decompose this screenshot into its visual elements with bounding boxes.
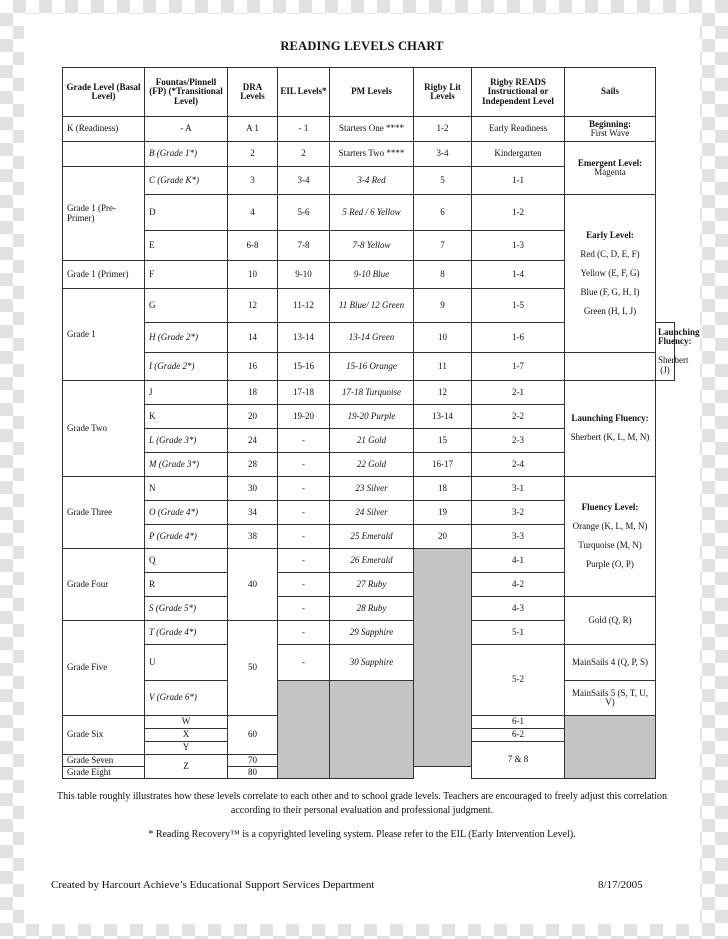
chart-title: READING LEVELS CHART — [280, 39, 444, 53]
rigby-cell: 6 — [414, 195, 472, 231]
sails-mainsails5: MainSails 5 (S, T, U, V) — [572, 687, 648, 707]
rigby-cell: 5 — [414, 167, 472, 195]
eil-cell: - — [278, 453, 330, 477]
reads-cell: 1-1 — [472, 167, 565, 195]
reads-cell: 3-3 — [472, 525, 565, 549]
fp-cell: T (Grade 4*) — [145, 621, 228, 645]
dra-cell: 18 — [228, 381, 278, 405]
header-pm: PM Levels — [330, 68, 414, 117]
pm-cell: Starters One **** — [330, 117, 414, 142]
pm-cell: 30 Sapphire — [330, 645, 414, 681]
pm-cell: 15-16 Orange — [330, 353, 414, 381]
sails-mainsails4: MainSails 4 (Q, P, S) — [571, 656, 648, 667]
reads-cell: 1-4 — [472, 261, 565, 289]
eil-cell: - — [278, 549, 330, 573]
rigby-cell: 1-2 — [414, 117, 472, 142]
grade-cell: Grade Six — [63, 716, 145, 755]
table-row — [63, 645, 675, 681]
grade-cell — [63, 142, 145, 167]
sails-fluency: Fluency Level: — [581, 502, 639, 513]
fp-cell: D — [145, 195, 228, 231]
header-rigby: Rigby Lit Levels — [414, 68, 472, 117]
sails-cell — [565, 597, 656, 645]
reads-cell: Kindergarten — [472, 142, 565, 167]
pm-cell: 22 Gold — [330, 453, 414, 477]
eil-cell: - 1 — [278, 117, 330, 142]
grade-cell: Grade Seven — [63, 755, 145, 767]
rigby-cell: 7 — [414, 231, 472, 261]
eil-cell: - — [278, 477, 330, 501]
header-row — [63, 68, 675, 117]
sails-purple: Purple (O, P) — [586, 559, 634, 570]
rigby-cell: 8 — [414, 261, 472, 289]
reads-cell: 3-2 — [472, 501, 565, 525]
dra-cell: 20 — [228, 405, 278, 429]
pm-cell: 23 Silver — [330, 477, 414, 501]
fp-cell: I (Grade 2*) — [145, 353, 228, 381]
grade-cell: Grade Three — [63, 477, 145, 549]
dra-cell: 50 — [228, 621, 278, 716]
fp-cell: H (Grade 2*) — [145, 323, 228, 353]
eil-cell: - — [278, 645, 330, 681]
header-sails: Sails — [565, 68, 656, 117]
rigby-cell: 13-14 — [414, 405, 472, 429]
reads-cell: 2-4 — [472, 453, 565, 477]
pm-cell: 11 Blue/ 12 Green — [330, 289, 414, 323]
table-row — [63, 381, 675, 405]
reads-cell: 6-1 — [472, 716, 565, 729]
fp-cell: Z — [145, 755, 228, 779]
pm-cell: 13-14 Green — [330, 323, 414, 353]
fp-cell: M (Grade 3*) — [145, 453, 228, 477]
dra-cell: 34 — [228, 501, 278, 525]
fp-cell: X — [145, 729, 228, 742]
sails-early: Early Level: — [586, 230, 634, 241]
sails-cell — [565, 645, 656, 681]
reading-recovery-note: * Reading Recovery™ is a copyrighted leveling system. Please refer to the EIL (Early Intervention Level). — [148, 829, 576, 840]
dra-cell: 24 — [228, 429, 278, 453]
dra-cell: 12 — [228, 289, 278, 323]
pm-cell: 7-8 Yellow — [330, 231, 414, 261]
rigby-cell: 16-17 — [414, 453, 472, 477]
header-reads: Rigby READS Instructional or Independent Level — [472, 68, 565, 117]
rigby-empty-cell — [414, 549, 472, 767]
sails-sherbert: Sherbert (K, L, M, N) — [570, 432, 650, 443]
fp-cell: E — [145, 231, 228, 261]
grade-cell: Grade Five — [63, 621, 145, 716]
dra-cell: 4 — [228, 195, 278, 231]
sails-beginning: Beginning: — [588, 118, 631, 129]
reads-cell: 1-6 — [472, 323, 565, 353]
eil-cell: - — [278, 597, 330, 621]
reads-cell: 4-3 — [472, 597, 565, 621]
fp-cell: K — [145, 405, 228, 429]
rigby-cell: 18 — [414, 477, 472, 501]
pm-cell: 5 Red / 6 Yellow — [330, 195, 414, 231]
pm-cell: 3-4 Red — [330, 167, 414, 195]
sails-empty-cell — [565, 716, 656, 779]
dra-cell: 2 — [228, 142, 278, 167]
table-row — [63, 353, 675, 381]
fp-cell: L (Grade 3*) — [145, 429, 228, 453]
reads-cell: 2-3 — [472, 429, 565, 453]
grade-cell: Grade 1 (Primer) — [63, 261, 145, 289]
pm-cell: Starters Two **** — [330, 142, 414, 167]
rigby-cell: 20 — [414, 525, 472, 549]
rigby-cell: 3-4 — [414, 142, 472, 167]
sails-emergent: Emergent Level: — [577, 157, 643, 168]
reads-cell: 4-2 — [472, 573, 565, 597]
sails-cell — [565, 195, 656, 353]
dra-cell: 60 — [228, 716, 278, 755]
rigby-cell: 11 — [414, 353, 472, 381]
sails-cell — [565, 477, 656, 597]
eil-cell: 15-16 — [278, 353, 330, 381]
sails-blue: Blue (F, G, H, I) — [580, 286, 640, 297]
pm-cell: 26 Emerald — [330, 549, 414, 573]
table-row — [63, 477, 675, 501]
sails-cell — [565, 117, 656, 142]
table-row — [63, 195, 675, 231]
header-grade: Grade Level (Basal Level) — [63, 68, 145, 117]
reads-cell: 5-1 — [472, 621, 565, 645]
rigby-cell: 12 — [414, 381, 472, 405]
pm-cell: 21 Gold — [330, 429, 414, 453]
reads-cell: 1-3 — [472, 231, 565, 261]
sails-cell — [565, 142, 656, 195]
pm-cell: 28 Ruby — [330, 597, 414, 621]
sails-first-wave: First Wave — [590, 128, 630, 138]
eil-cell: 9-10 — [278, 261, 330, 289]
eil-cell: 17-18 — [278, 381, 330, 405]
header-dra: DRA Levels — [228, 68, 278, 117]
footer-credit: Created by Harcourt Achieve’s Educational Support Services Department — [51, 879, 375, 891]
fp-cell: R — [145, 573, 228, 597]
grade-cell: Grade 1 — [63, 289, 145, 381]
fp-cell: N — [145, 477, 228, 501]
sails-magenta: Magenta — [594, 167, 626, 177]
grade-cell: Grade Eight — [63, 767, 145, 779]
dra-cell: 16 — [228, 353, 278, 381]
fp-cell: C (Grade K*) — [145, 167, 228, 195]
reading-levels-table — [62, 67, 700, 779]
table-row — [63, 597, 675, 621]
reads-cell: 1-7 — [472, 353, 565, 381]
pm-cell: 24 Silver — [330, 501, 414, 525]
eil-cell: - — [278, 429, 330, 453]
reads-cell: 2-1 — [472, 381, 565, 405]
table-row — [63, 117, 675, 142]
pm-empty-cell — [330, 681, 414, 779]
grade-cell: Grade 1 (Pre-Primer) — [63, 167, 145, 261]
header-fp: Fountas/Pinnell (FP) (*Transitional Level) — [145, 68, 228, 117]
eil-empty-cell — [278, 681, 330, 779]
reads-cell: 7 & 8 — [472, 742, 565, 779]
sails-launching: Launching Fluency: — [658, 326, 700, 347]
dra-cell: 10 — [228, 261, 278, 289]
fp-cell: U — [145, 645, 228, 681]
table-row — [63, 681, 675, 716]
eil-cell: - — [278, 621, 330, 645]
pm-cell: 29 Sapphire — [330, 621, 414, 645]
eil-cell: 5-6 — [278, 195, 330, 231]
reads-cell: 1-5 — [472, 289, 565, 323]
eil-cell: - — [278, 501, 330, 525]
sails-green: Green (H, I, J) — [583, 305, 637, 316]
eil-cell: 2 — [278, 142, 330, 167]
sails-gold: Gold (Q, R) — [588, 614, 632, 625]
dra-cell: 14 — [228, 323, 278, 353]
eil-cell: - — [278, 573, 330, 597]
pm-cell: 27 Ruby — [330, 573, 414, 597]
document-page — [24, 14, 700, 924]
fp-cell: S (Grade 5*) — [145, 597, 228, 621]
correlation-note: This table roughly illustrates how these levels correlate to each other and to school grade levels. Teachers are encouraged to freely adjust this correlation according to their personal evaluation and professional judgment. — [57, 791, 667, 816]
eil-cell: - — [278, 525, 330, 549]
fp-cell: B (Grade 1*) — [145, 142, 228, 167]
fp-cell: O (Grade 4*) — [145, 501, 228, 525]
fp-cell: W — [145, 716, 228, 729]
fp-cell: F — [145, 261, 228, 289]
eil-cell: 11-12 — [278, 289, 330, 323]
sails-turquoise: Turquoise (M, N) — [578, 540, 642, 551]
rigby-cell: 19 — [414, 501, 472, 525]
dra-cell: 38 — [228, 525, 278, 549]
sails-sherbert: Sherbert (J) — [658, 355, 689, 375]
fp-cell: P (Grade 4*) — [145, 525, 228, 549]
reads-cell: 6-2 — [472, 729, 565, 742]
rigby-cell: 15 — [414, 429, 472, 453]
dra-cell: 80 — [228, 767, 278, 779]
dra-cell: A 1 — [228, 117, 278, 142]
dra-cell: 3 — [228, 167, 278, 195]
grade-cell: K (Readiness) — [63, 117, 145, 142]
rigby-cell: 9 — [414, 289, 472, 323]
reads-cell: Early Readiness — [472, 117, 565, 142]
sails-orange: Orange (K, L, M, N) — [572, 521, 648, 532]
sails-launching: Launching Fluency: — [571, 413, 649, 424]
dra-cell: 6-8 — [228, 231, 278, 261]
sails-cell — [656, 323, 700, 381]
dra-cell: 28 — [228, 453, 278, 477]
sails-yellow: Yellow (E, F, G) — [580, 267, 640, 278]
rigby-cell: 10 — [414, 323, 472, 353]
pm-cell: 17-18 Turquoise — [330, 381, 414, 405]
dra-cell: 70 — [228, 755, 278, 767]
pm-cell: 9-10 Blue — [330, 261, 414, 289]
fp-cell: V (Grade 6*) — [145, 681, 228, 716]
eil-cell: 19-20 — [278, 405, 330, 429]
grade-cell: Grade Two — [63, 381, 145, 477]
sails-red: Red (C, D, E, F) — [580, 248, 640, 259]
eil-cell: 13-14 — [278, 323, 330, 353]
sails-cell — [565, 681, 656, 716]
fp-cell: - A — [145, 117, 228, 142]
reads-cell: 4-1 — [472, 549, 565, 573]
dra-cell: 30 — [228, 477, 278, 501]
header-eil: EIL Levels* — [278, 68, 330, 117]
pm-cell: 25 Emerald — [330, 525, 414, 549]
reads-cell: 3-1 — [472, 477, 565, 501]
fp-cell: J — [145, 381, 228, 405]
grade-cell: Grade Four — [63, 549, 145, 621]
reads-cell: 1-2 — [472, 195, 565, 231]
fp-cell: Y — [145, 742, 228, 755]
sails-cell — [565, 381, 656, 477]
table-row — [63, 142, 675, 167]
reads-cell: 5-2 — [472, 645, 565, 716]
reads-cell: 2-2 — [472, 405, 565, 429]
eil-cell: 3-4 — [278, 167, 330, 195]
pm-cell: 19-20 Purple — [330, 405, 414, 429]
eil-cell: 7-8 — [278, 231, 330, 261]
fp-cell: Q — [145, 549, 228, 573]
footer-date: 8/17/2005 — [598, 879, 643, 891]
fp-cell: G — [145, 289, 228, 323]
dra-cell: 40 — [228, 549, 278, 621]
